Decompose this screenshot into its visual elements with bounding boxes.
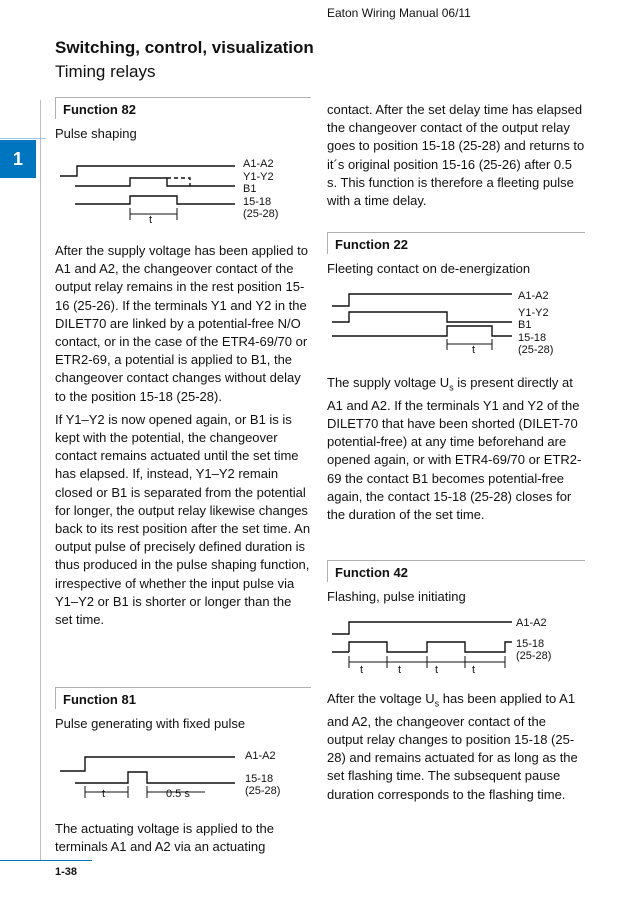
function-22-block bbox=[327, 232, 585, 278]
f42-t-label-4: t bbox=[472, 664, 476, 676]
f22-body bbox=[327, 374, 585, 524]
function-82-subtitle: Pulse shaping bbox=[55, 126, 137, 141]
f82-dashed-trace bbox=[167, 178, 190, 186]
f81-t-label: t bbox=[102, 788, 106, 800]
function-81-block bbox=[55, 687, 311, 733]
f82-output-trace bbox=[75, 196, 235, 204]
f42-paragraph-1: After the voltage $U_s$ has been applied to A1 and A2, the changeover contact of the output relay changes to position 15-18 (25-28) and remains actuated for as long as the set flashing time. The subsequent pause duration corresponds to the flashing time. bbox=[327, 691, 578, 802]
f42-t-label-1: t bbox=[360, 664, 364, 676]
f82-paragraph-1: After the supply voltage has been applied to A1 and A2, the changeover contact of the output relay remains in the rest position 15-16 (25-26). If the terminals Y1 and Y2 in the DILET70 are linked by a potential-free N/O contact, or in the case of the ETR4-69/70 or ETR2-69, a potential is applied to B1, the changeover contact changes without delay to the position 15-18 (25-28). bbox=[55, 243, 308, 404]
page-title: Switching, control, visualization bbox=[55, 38, 314, 57]
f81-a1a2-trace bbox=[60, 757, 235, 771]
manual-header: Eaton Wiring Manual 06/11 bbox=[327, 6, 471, 20]
left-column bbox=[55, 97, 311, 143]
f42-a1a2-trace bbox=[332, 622, 512, 634]
f22-trace-labels: A1-A2 Y1-Y2 B1 15-18 (25-28) bbox=[518, 290, 554, 356]
page-number: 1-38 bbox=[55, 866, 78, 878]
function-42-block bbox=[327, 560, 585, 606]
function-42-subtitle: Flashing, pulse initiating bbox=[327, 589, 466, 604]
f81-output-trace bbox=[75, 772, 235, 783]
f82-y1y2-tail bbox=[167, 178, 235, 186]
f22-t-label: t bbox=[472, 344, 476, 356]
f82-paragraph-2: If Y1–Y2 is now opened again, or B1 is is kept with the potential, the changeover contact remains actuated until the set time has elapsed. If, instead, Y1–Y2 remain closed or B1 is separated from the potential for longer, the output relay likewise changes back to its rest position after the set time. An output pulse of precisely defined duration is thus produced in the pulse shaping function, irrespective of whether the input pulse via Y1–Y2 or B1 is shorter or longer than the set time. bbox=[55, 411, 311, 628]
f82-t-label: t bbox=[149, 214, 153, 226]
function-82-heading: Function 82 bbox=[55, 97, 311, 119]
function-81-subtitle: Pulse generating with fixed pulse bbox=[55, 716, 246, 731]
function-22-heading: Function 22 bbox=[327, 232, 585, 254]
f42-body bbox=[327, 690, 585, 804]
f42-output-trace bbox=[349, 642, 512, 652]
f82-trace-labels: A1-A2 Y1-Y2 B1 15-18 (25-28) bbox=[243, 158, 279, 220]
f22-y1y2-trace bbox=[332, 312, 512, 322]
f22-paragraph-1: The supply voltage $U_s$ is present directly at A1 and A2. If the terminals Y1 and Y2 of the DILET70 that have been shorted (DILET-70 potential-free) at any time beforehand are opened again, or with ETR4-69/70 or ETR2-69 the contact B1 becomes potential-free again, the contact 15-18 (25-28) closes for the duration of the set time. bbox=[327, 375, 582, 523]
function-22-subtitle: Fleeting contact on de-energization bbox=[327, 261, 531, 276]
f81-05s-label: 0.5 s bbox=[166, 788, 190, 800]
f81-body bbox=[55, 820, 311, 856]
footer-rule bbox=[0, 860, 92, 861]
f22-output-trace bbox=[332, 326, 512, 336]
margin-rule bbox=[40, 100, 41, 860]
f82-y1y2-trace bbox=[75, 178, 167, 186]
left-body bbox=[55, 242, 311, 629]
continuation-paragraph: contact. After the set delay time has elapsed the changeover contact of the output relay goes to position 15-18 (25-28) and returns to it´s original position 15-16 (25-26) after 0.5 s. This function is therefore a fleeting pulse with a time delay. bbox=[327, 102, 585, 209]
page-subtitle: Timing relays bbox=[55, 62, 156, 81]
f42-t-label-2: t bbox=[398, 664, 402, 676]
f42-trace-labels: A1-A2 15-18 (25-28) bbox=[516, 617, 552, 662]
right-column-continuation bbox=[327, 101, 585, 210]
f81-trace-labels: A1-A2 15-18 (25-28) bbox=[245, 750, 281, 797]
f22-a1a2-trace bbox=[332, 294, 512, 306]
chapter-tab: 1 bbox=[0, 140, 36, 178]
f81-paragraph-1: The actuating voltage is applied to the terminals A1 and A2 via an actuating bbox=[55, 821, 274, 855]
function-42-heading: Function 42 bbox=[327, 560, 585, 582]
f42-t-label-3: t bbox=[435, 664, 439, 676]
f82-a1a2-trace bbox=[60, 166, 235, 176]
function-81-heading: Function 81 bbox=[55, 687, 311, 709]
